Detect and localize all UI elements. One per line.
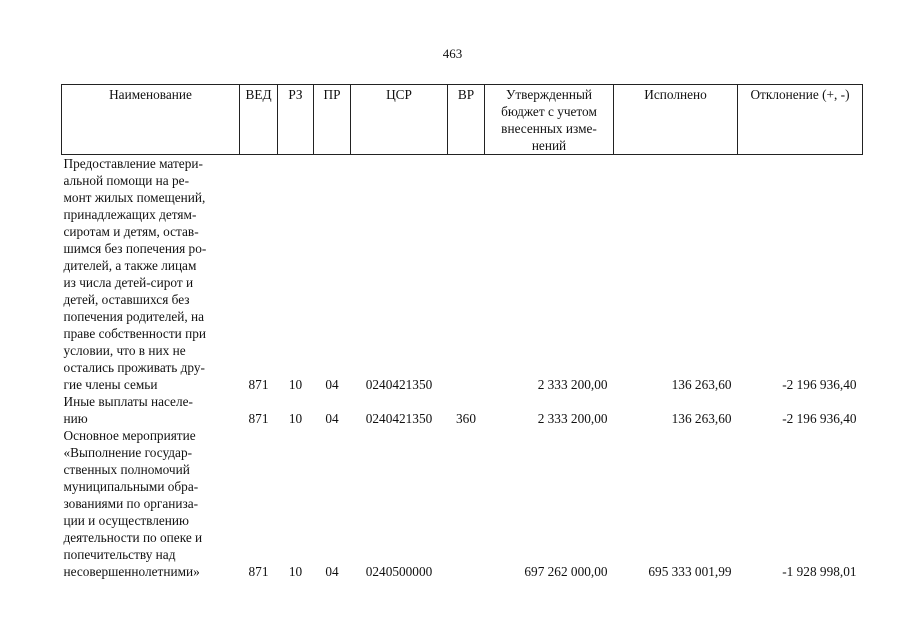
header-deviation: Отклонение (+, -) [738, 85, 863, 155]
row-name: Предоставление матери- альной помощи на ре- монт жилых помещений, принадлежащих детям- сиротам и детям, остав- шимся без попечения ро- дителей, а также лицам из числа детей-сирот и детей, оставшихся без попечения родителей, на праве собственности при условии, что в них не остались проживать дру- гие члены семьи [63, 156, 207, 392]
row-ved: 871 [248, 564, 269, 579]
page-number: 463 [442, 46, 463, 61]
row-ved: 871 [248, 377, 269, 392]
row-rz: 10 [288, 411, 303, 426]
row-vr [448, 155, 485, 394]
row-pr: 04 [325, 377, 339, 392]
header-rz: РЗ [278, 85, 314, 155]
row-rz: 10 [288, 564, 303, 579]
header-pr: ПР [314, 85, 351, 155]
row-ved: 871 [248, 411, 269, 426]
header-csr: ЦСР [351, 85, 448, 155]
row-name: Основное мероприятие «Выполнение государ- ственных полномочий муниципальными обра- зованиями по организа- ции и осуществлению деятельности по опеке и попечительству над несовершеннолетними» [63, 428, 203, 579]
row-approved: 2 333 200,00 [537, 411, 608, 426]
row-csr: 0240421350 [365, 377, 433, 392]
row-vr [448, 427, 485, 580]
row-name: Иные выплаты населе- нию [63, 394, 193, 426]
row-approved: 697 262 000,00 [524, 564, 608, 579]
budget-execution-table [61, 84, 863, 580]
row-deviation: -2 196 936,40 [782, 377, 857, 392]
row-deviation: -2 196 936,40 [782, 411, 857, 426]
header-executed: Исполнено [614, 85, 738, 155]
row-vr: 360 [456, 411, 476, 426]
row-executed: 136 263,60 [671, 377, 732, 392]
header-vr: ВР [448, 85, 485, 155]
header-ved: ВЕД [240, 85, 278, 155]
row-pr: 04 [325, 411, 339, 426]
row-pr: 04 [325, 564, 339, 579]
row-csr: 0240421350 [365, 411, 433, 426]
table-row [62, 427, 863, 580]
table-row [62, 393, 863, 427]
row-executed: 136 263,60 [671, 411, 732, 426]
row-rz: 10 [288, 377, 303, 392]
header-name: Наименование [62, 85, 240, 155]
row-approved: 2 333 200,00 [537, 377, 608, 392]
table-row [62, 155, 863, 394]
row-executed: 695 333 001,99 [648, 564, 732, 579]
row-deviation: -1 928 998,01 [782, 564, 857, 579]
row-csr: 0240500000 [365, 564, 433, 579]
table-header [62, 85, 863, 155]
header-approved-budget: Утвержденный бюджет с учетом внесенных изме-нений [485, 85, 614, 155]
